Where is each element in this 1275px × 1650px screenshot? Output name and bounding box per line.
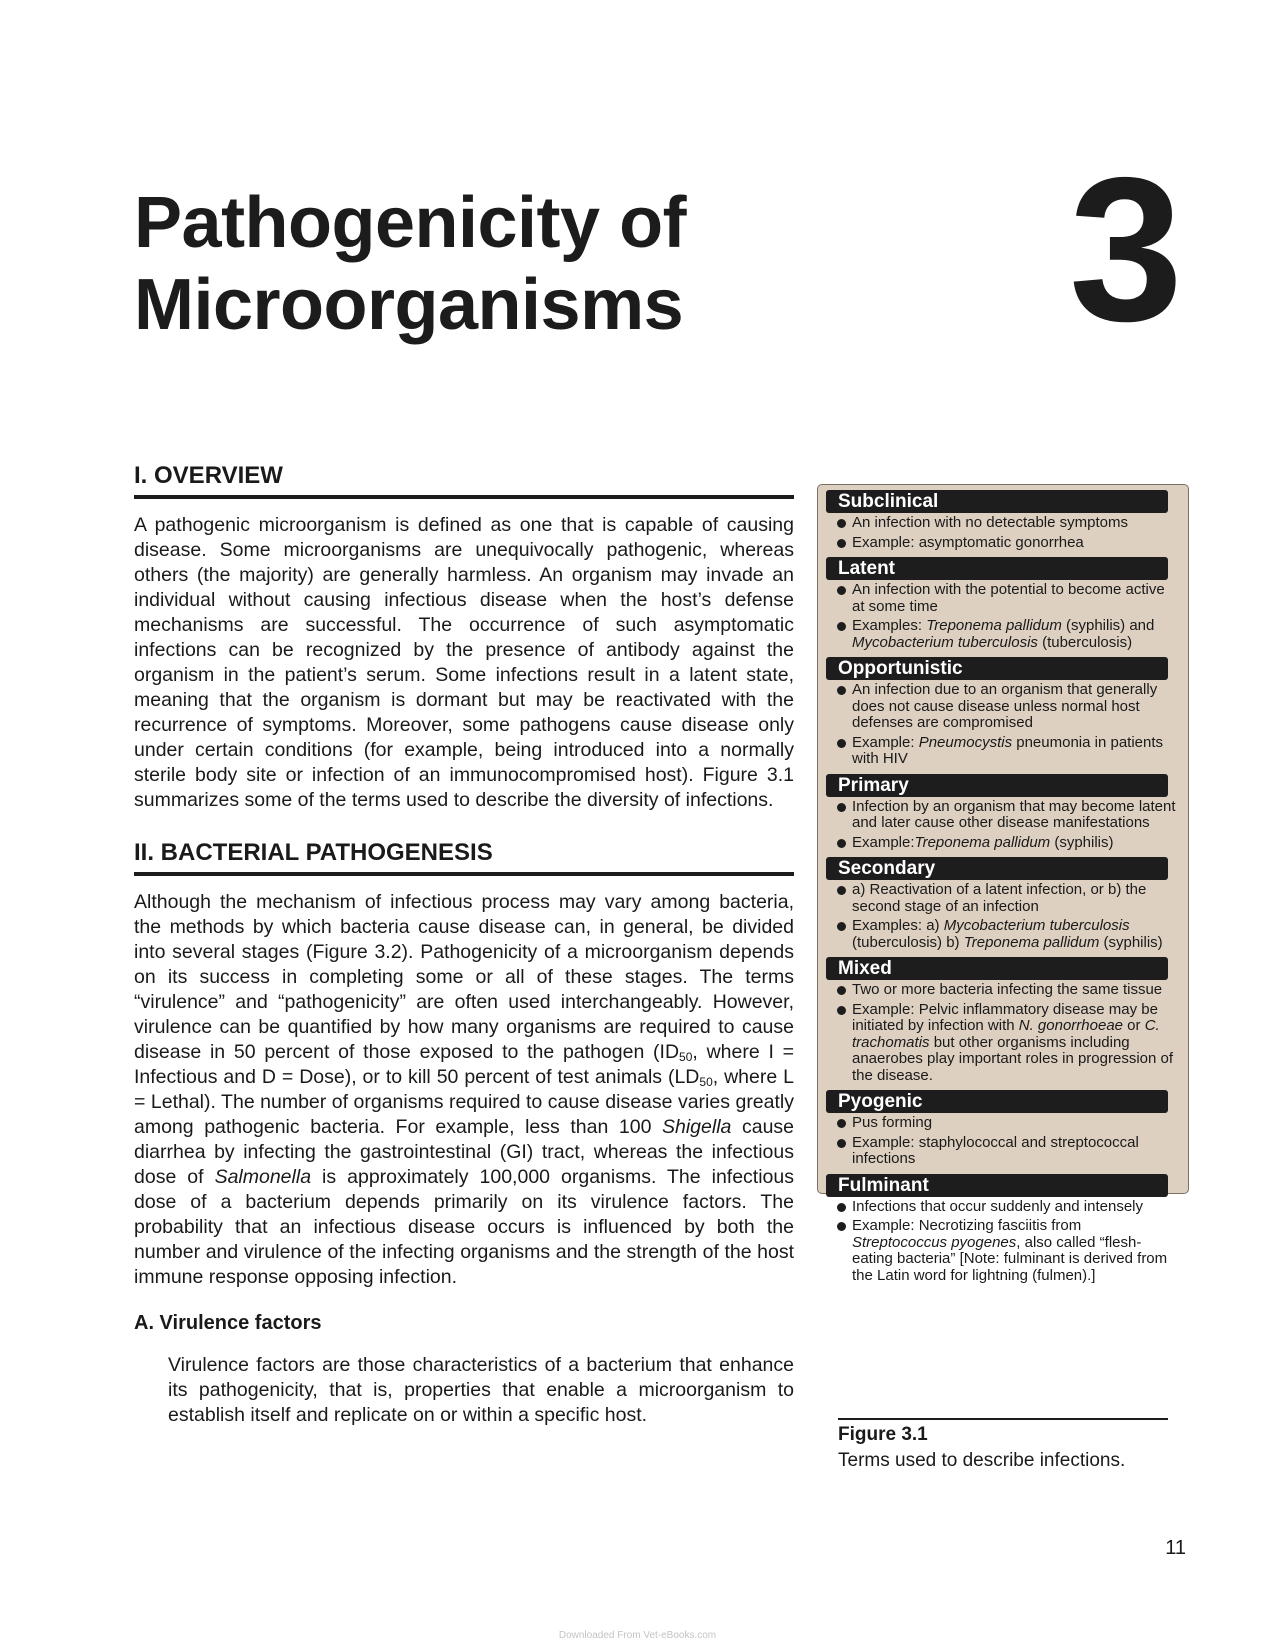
term-block-mixed <box>826 957 1180 1084</box>
term-bullet-item <box>852 535 1180 552</box>
text-segment: , where L = Lethal). The number of organisms required to cause disease varies greatly among pathogenic bacteria. For example, less than 100 <box>134 1066 794 1138</box>
text-segment: is approximately 100,000 organisms. The infectious dose of a bacterium depends primarily on its virulence factors. The probability that an infectious disease occurs is influenced by both the number and virulence of the infecting organisms and the strength of the host immune response opposing infection. <box>134 1166 795 1288</box>
figure-caption: Terms used to describe infections. <box>838 1450 1126 1471</box>
term-bullet-item <box>852 1115 1180 1132</box>
text-segment: Example: asymptomatic gonorrhea <box>852 533 1084 551</box>
overview-paragraph: A pathogenic microorganism is defined as one that is capable of causing disease. Some microorganisms are unequivocally pathogenic, whereas others (the majority) are generally harmless. An organism may invade an individual without causing infectious disease when the host’s defense mechanisms are successful. The occurrence of such asymptomatic infections can be recognized by the presence of antibody against the organism in the patient’s serum. Some infections result in a latent state, meaning that the organism is dormant but may be reactivated with the recurrence of symptoms. Moreover, some pathogens cause disease only under certain conditions (for example, being introduced into a normally sterile body site or infection of an immunocompromised host). Figure 3.1 summarizes some of the terms used to describe the diversity of infections. <box>134 514 794 811</box>
term-bullet-item <box>852 582 1180 615</box>
term-title: Subclinical <box>826 490 1168 513</box>
chapter-title-line1: Pathogenicity of <box>134 183 687 263</box>
term-bullet-item <box>852 1135 1180 1168</box>
organism-name: Mycobacterium tuberculosis <box>852 633 1038 651</box>
term-title: Secondary <box>826 857 1168 880</box>
text-segment: Example: <box>852 833 915 851</box>
term-bullet-list <box>826 515 1180 551</box>
main-text-column <box>134 462 794 1428</box>
bacterial-pathogenesis-heading: II. BACTERIAL PATHOGENESIS <box>134 839 794 876</box>
term-block-fulminant <box>826 1174 1180 1285</box>
text-segment: Pus forming <box>852 1114 933 1131</box>
chapter-title <box>134 182 686 346</box>
term-bullet-item <box>852 918 1180 951</box>
term-block-subclinical <box>826 490 1180 551</box>
chapter-title-line2: Microorganisms <box>134 265 684 345</box>
text-segment: Example: Pelvic inflammatory disease may be initiated by infection with <box>852 1000 1158 1034</box>
text-segment: An infection with no detectable symptoms <box>852 514 1128 531</box>
overview-heading: I. OVERVIEW <box>134 462 794 499</box>
term-bullet-list <box>826 982 1180 1084</box>
term-block-latent <box>826 557 1180 651</box>
chapter-number: 3 <box>1068 135 1183 364</box>
term-title: Opportunistic <box>826 657 1168 680</box>
text-segment: but other organisms including anaerobes play important roles in progression of the disease. <box>852 1033 1174 1084</box>
text-segment: An infection due to an organism that generally does not cause disease unless normal host defenses are compromised <box>852 681 1158 731</box>
term-block-opportunistic <box>826 657 1180 768</box>
text-segment: (tuberculosis) b) <box>852 933 964 951</box>
term-block-pyogenic <box>826 1090 1180 1168</box>
term-bullet-item <box>852 1218 1180 1284</box>
term-title: Fulminant <box>826 1174 1168 1197</box>
organism-name: Salmonella <box>214 1166 312 1188</box>
text-segment: (syphilis) <box>1099 933 1163 951</box>
term-bullet-item <box>852 735 1180 768</box>
watermark: Downloaded From Vet-eBooks.com <box>558 1630 717 1641</box>
organism-name: Shigella <box>662 1116 732 1138</box>
term-bullet-list <box>826 1115 1180 1168</box>
term-bullet-item <box>852 882 1180 915</box>
term-bullet-list <box>826 882 1180 951</box>
text-segment: or <box>1123 1017 1145 1034</box>
organism-name: Pneumocystis <box>918 733 1013 751</box>
term-block-primary <box>826 774 1180 852</box>
text-segment: a) Reactivation of a latent infection, or b) the second stage of an infection <box>852 881 1147 915</box>
term-block-secondary <box>826 857 1180 951</box>
text-segment: Two or more bacteria infecting the same tissue <box>852 981 1163 998</box>
organism-name: Mycobacterium tuberculosis <box>943 917 1130 934</box>
organism-name: N. gonorrhoeae <box>1018 1017 1124 1034</box>
term-bullet-list <box>826 799 1180 852</box>
text-segment: Examples: <box>852 617 927 634</box>
term-bullet-item <box>852 982 1180 999</box>
text-segment: cause diarrhea by infecting the gastrointestinal (GI) tract, whereas the infectious dose of <box>134 1116 795 1188</box>
term-title: Mixed <box>826 957 1168 980</box>
term-title: Pyogenic <box>826 1090 1168 1113</box>
text-segment: Infections that occur suddenly and intensely <box>852 1197 1144 1215</box>
term-bullet-item <box>852 1002 1180 1085</box>
term-bullet-item <box>852 1199 1180 1216</box>
text-segment: Infection by an organism that may become latent and later cause other disease manifestations <box>852 797 1176 831</box>
figure-label: Figure 3.1 <box>838 1424 928 1445</box>
term-bullet-list <box>826 582 1180 651</box>
bacterial-pathogenesis-paragraph <box>134 890 794 1290</box>
text-segment: (syphilis) <box>1050 833 1114 851</box>
text-segment: , also called “flesh-eating bacteria” [Note: fulminant is derived from the Latin word for lightning (fulmen).] <box>852 1233 1168 1284</box>
text-segment: Although the mechanism of infectious process may vary among bacteria, the methods by which bacteria cause disease can, in general, be divided into several stages (Figure 3.2). Pathogenicity of a microorganism depends on its success in completing some or all of these stages. The terms “virulence” and “pathogenicity” are often used interchangeably. However, virulence can be quantified by how many organisms are required to cause disease in 50 percent of those exposed to the pathogen (ID <box>134 891 794 1063</box>
text-segment: , where I = Infectious and D = Dose), or to kill 50 percent of test animals (LD <box>134 1041 794 1088</box>
text-segment: An infection with the potential to become active at some time <box>852 581 1165 615</box>
organism-name: Treponema pallidum <box>963 933 1100 951</box>
term-bullet-item <box>852 682 1180 732</box>
term-bullet-item <box>852 515 1180 532</box>
virulence-factors-paragraph: Virulence factors are those characteristics of a bacterium that enhance its pathogenicity, that is, properties that enable a microorganism to establish itself and replicate on or within a specific host. <box>168 1354 794 1426</box>
text-segment: Example: Necrotizing fasciitis from <box>852 1217 1082 1234</box>
figure-caption-rule <box>838 1418 1168 1420</box>
term-title: Latent <box>826 557 1168 580</box>
term-bullet-item <box>852 835 1180 852</box>
subscript-50: 50 <box>679 1050 693 1064</box>
virulence-factors-heading: A. Virulence factors <box>134 1312 322 1334</box>
text-segment: (tuberculosis) <box>1037 633 1133 651</box>
organism-name: Treponema pallidum <box>926 617 1062 634</box>
term-bullet-list <box>826 1199 1180 1285</box>
organism-name: Treponema pallidum <box>914 833 1051 851</box>
term-bullet-item <box>852 618 1180 651</box>
text-segment: pneumonia in patients with HIV <box>852 733 1164 767</box>
term-title: Primary <box>826 774 1168 797</box>
text-segment: Example: staphylococcal and streptococcal infections <box>852 1133 1139 1167</box>
text-segment: Examples: a) <box>852 917 944 934</box>
term-bullet-item <box>852 799 1180 832</box>
text-segment: (syphilis) and <box>1061 617 1155 634</box>
figure-3-1-terms-box <box>817 484 1189 1284</box>
term-bullet-list <box>826 682 1180 768</box>
text-segment: Example: <box>852 733 919 751</box>
organism-name: C. trachomatis <box>852 1017 1160 1051</box>
subscript-50: 50 <box>699 1075 713 1089</box>
page-number: 11 <box>1165 1537 1186 1559</box>
organism-name: Streptococcus pyogenes <box>852 1233 1017 1251</box>
